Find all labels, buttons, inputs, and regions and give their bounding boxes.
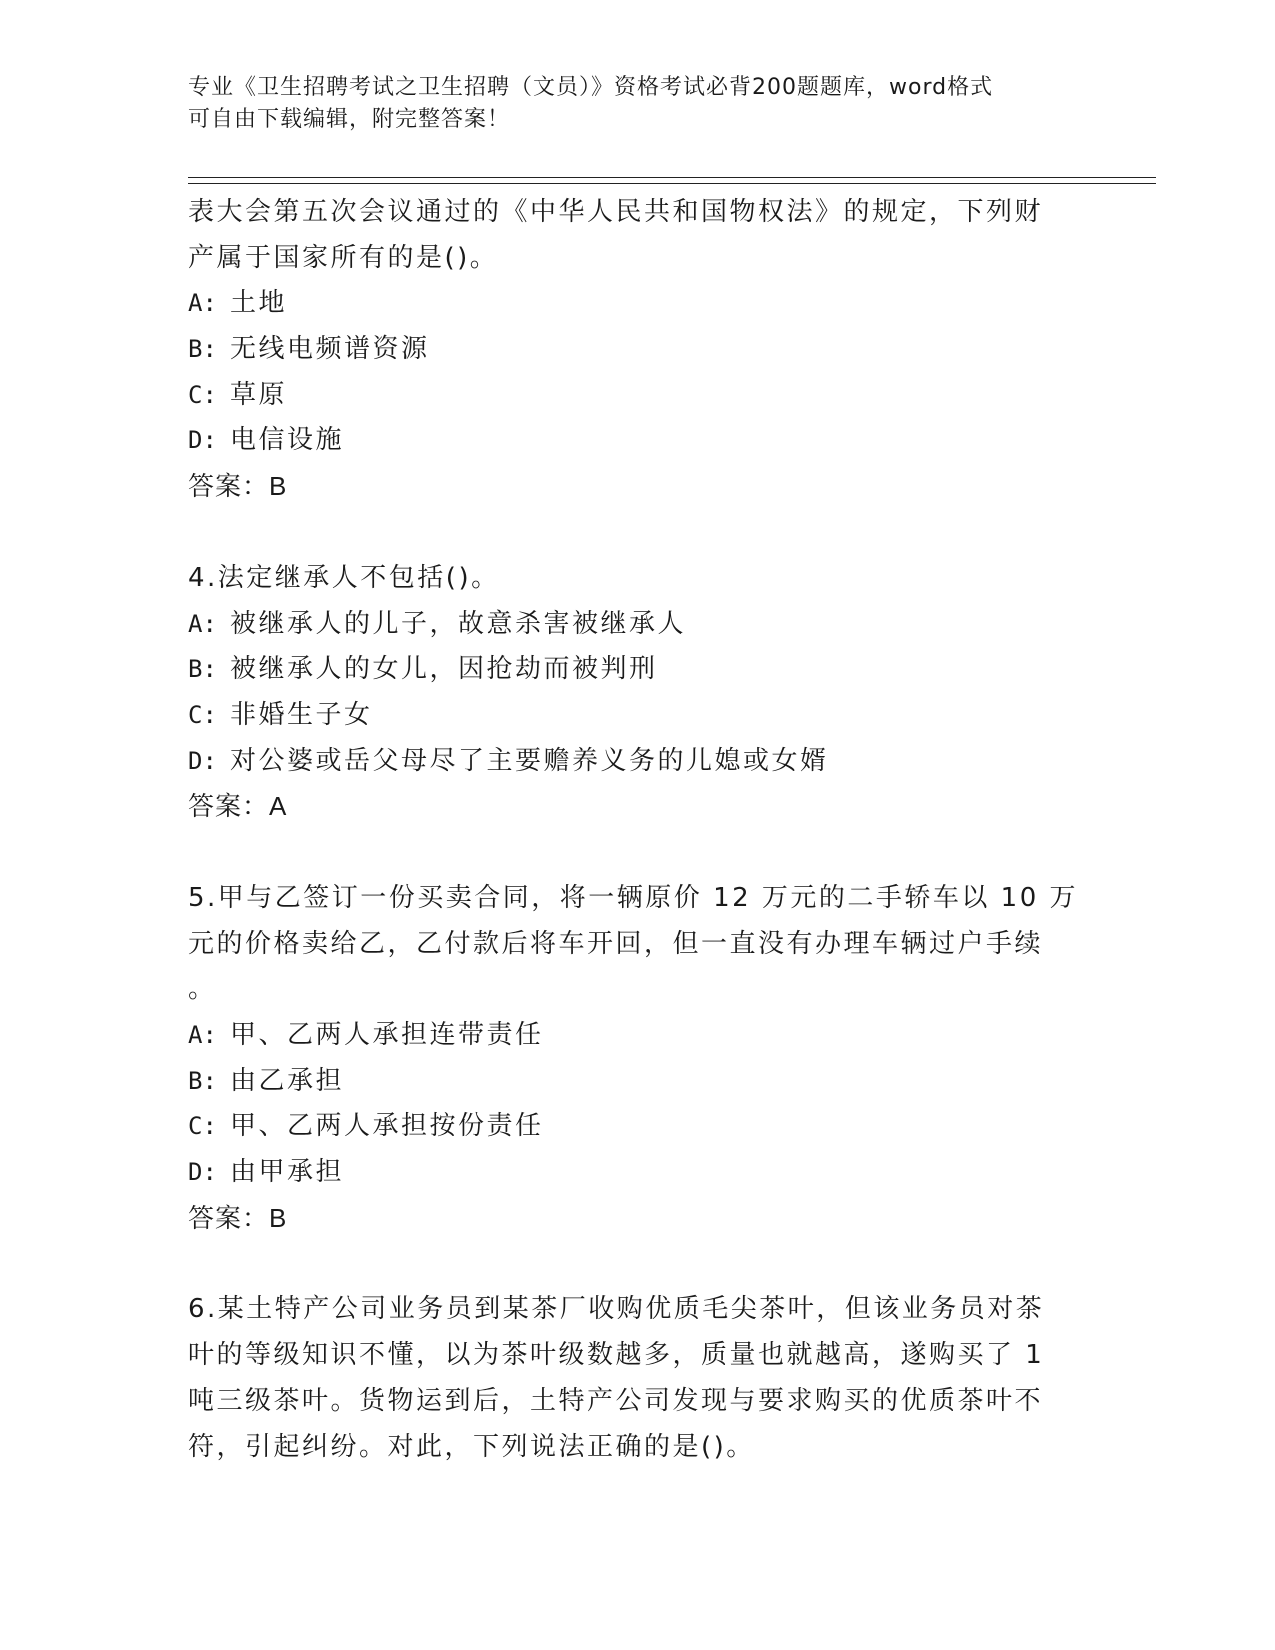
option-text: 被继承人的儿子，故意杀害被继承人 <box>230 608 687 639</box>
option-key: D: <box>188 426 217 455</box>
option-a <box>188 281 1068 327</box>
option-c <box>188 1104 1068 1150</box>
option-d <box>188 739 1068 785</box>
option-key: D: <box>188 746 217 775</box>
question-stem: 产属于国家所有的是()。 <box>188 242 499 273</box>
option-text: 无线电频谱资源 <box>230 334 430 365</box>
question-stem: 表大会第五次会议通过的《中华人民共和国物权法》的规定，下列财 <box>188 197 1044 227</box>
option-key: B: <box>188 655 217 684</box>
spacer <box>188 1241 1068 1287</box>
answer-line: 答案：A <box>188 791 288 822</box>
option-a <box>188 602 1068 648</box>
spacer <box>188 510 1068 556</box>
question-stem: 5.甲与乙签订一份买卖合同，将一辆原价 12 万元的二手轿车以 10 万 <box>188 882 1079 913</box>
option-text: 由乙承担 <box>230 1065 345 1096</box>
page-header <box>188 72 1068 136</box>
option-text: 甲、乙两人承担连带责任 <box>230 1020 544 1050</box>
option-text: 对公婆或岳父母尽了主要赡养义务的儿媳或女婿 <box>230 745 829 776</box>
question-stem: 吨三级茶叶。货物运到后，土特产公司发现与要求购买的优质茶叶不 <box>188 1385 1044 1416</box>
header-line-1: 专业《卫生招聘考试之卫生招聘（文员）》资格考试必背200题题库，word格式 <box>188 75 994 100</box>
option-text: 草原 <box>230 379 288 410</box>
option-text: 土地 <box>230 288 288 319</box>
option-key: C: <box>188 1112 217 1141</box>
option-key: A: <box>188 289 217 318</box>
question-list <box>188 190 1079 1470</box>
option-c <box>188 693 1068 739</box>
question-stem: 符，引起纠纷。对此，下列说法正确的是()。 <box>188 1431 755 1462</box>
answer-line: 答案：B <box>188 471 288 502</box>
option-key: A: <box>188 609 217 638</box>
question-stem: 4.法定继承人不包括()。 <box>188 562 500 593</box>
option-text: 甲、乙两人承担按份责任 <box>230 1111 544 1142</box>
question-4 <box>188 556 1068 830</box>
option-b <box>188 327 1068 373</box>
option-key: A: <box>188 1021 217 1049</box>
option-d <box>188 418 1068 464</box>
question-5 <box>188 876 1079 1242</box>
header-divider-bottom <box>188 183 1156 184</box>
spacer <box>188 830 1068 876</box>
option-c <box>188 373 1068 419</box>
option-key: B: <box>188 1066 217 1095</box>
question-3 <box>188 190 1068 510</box>
option-b <box>188 647 1068 693</box>
option-text: 非婚生子女 <box>230 699 373 730</box>
header-line-2: 可自由下载编辑，附完整答案！ <box>188 107 511 132</box>
option-key: D: <box>188 1158 217 1187</box>
question-stem: 。 <box>188 974 217 1005</box>
option-text: 被继承人的女儿，因抢劫而被判刑 <box>230 654 658 685</box>
option-key: C: <box>188 700 217 729</box>
option-b <box>188 1059 1068 1105</box>
option-text: 电信设施 <box>230 425 345 456</box>
option-a <box>188 1013 1068 1059</box>
answer-line: 答案：B <box>188 1202 288 1233</box>
question-stem: 叶的等级知识不懂，以为茶叶级数越多，质量也就越高，遂购买了 1 <box>188 1340 1045 1371</box>
question-6 <box>188 1287 1068 1470</box>
option-d <box>188 1150 1068 1196</box>
option-text: 由甲承担 <box>230 1157 345 1188</box>
header-divider-top <box>188 177 1156 178</box>
question-stem: 6.某土特产公司业务员到某茶厂收购优质毛尖茶叶，但该业务员对茶 <box>188 1294 1045 1325</box>
question-stem: 元的价格卖给乙，乙付款后将车开回，但一直没有办理车辆过户手续 <box>188 928 1044 959</box>
option-key: C: <box>188 380 217 409</box>
option-key: B: <box>188 335 217 364</box>
